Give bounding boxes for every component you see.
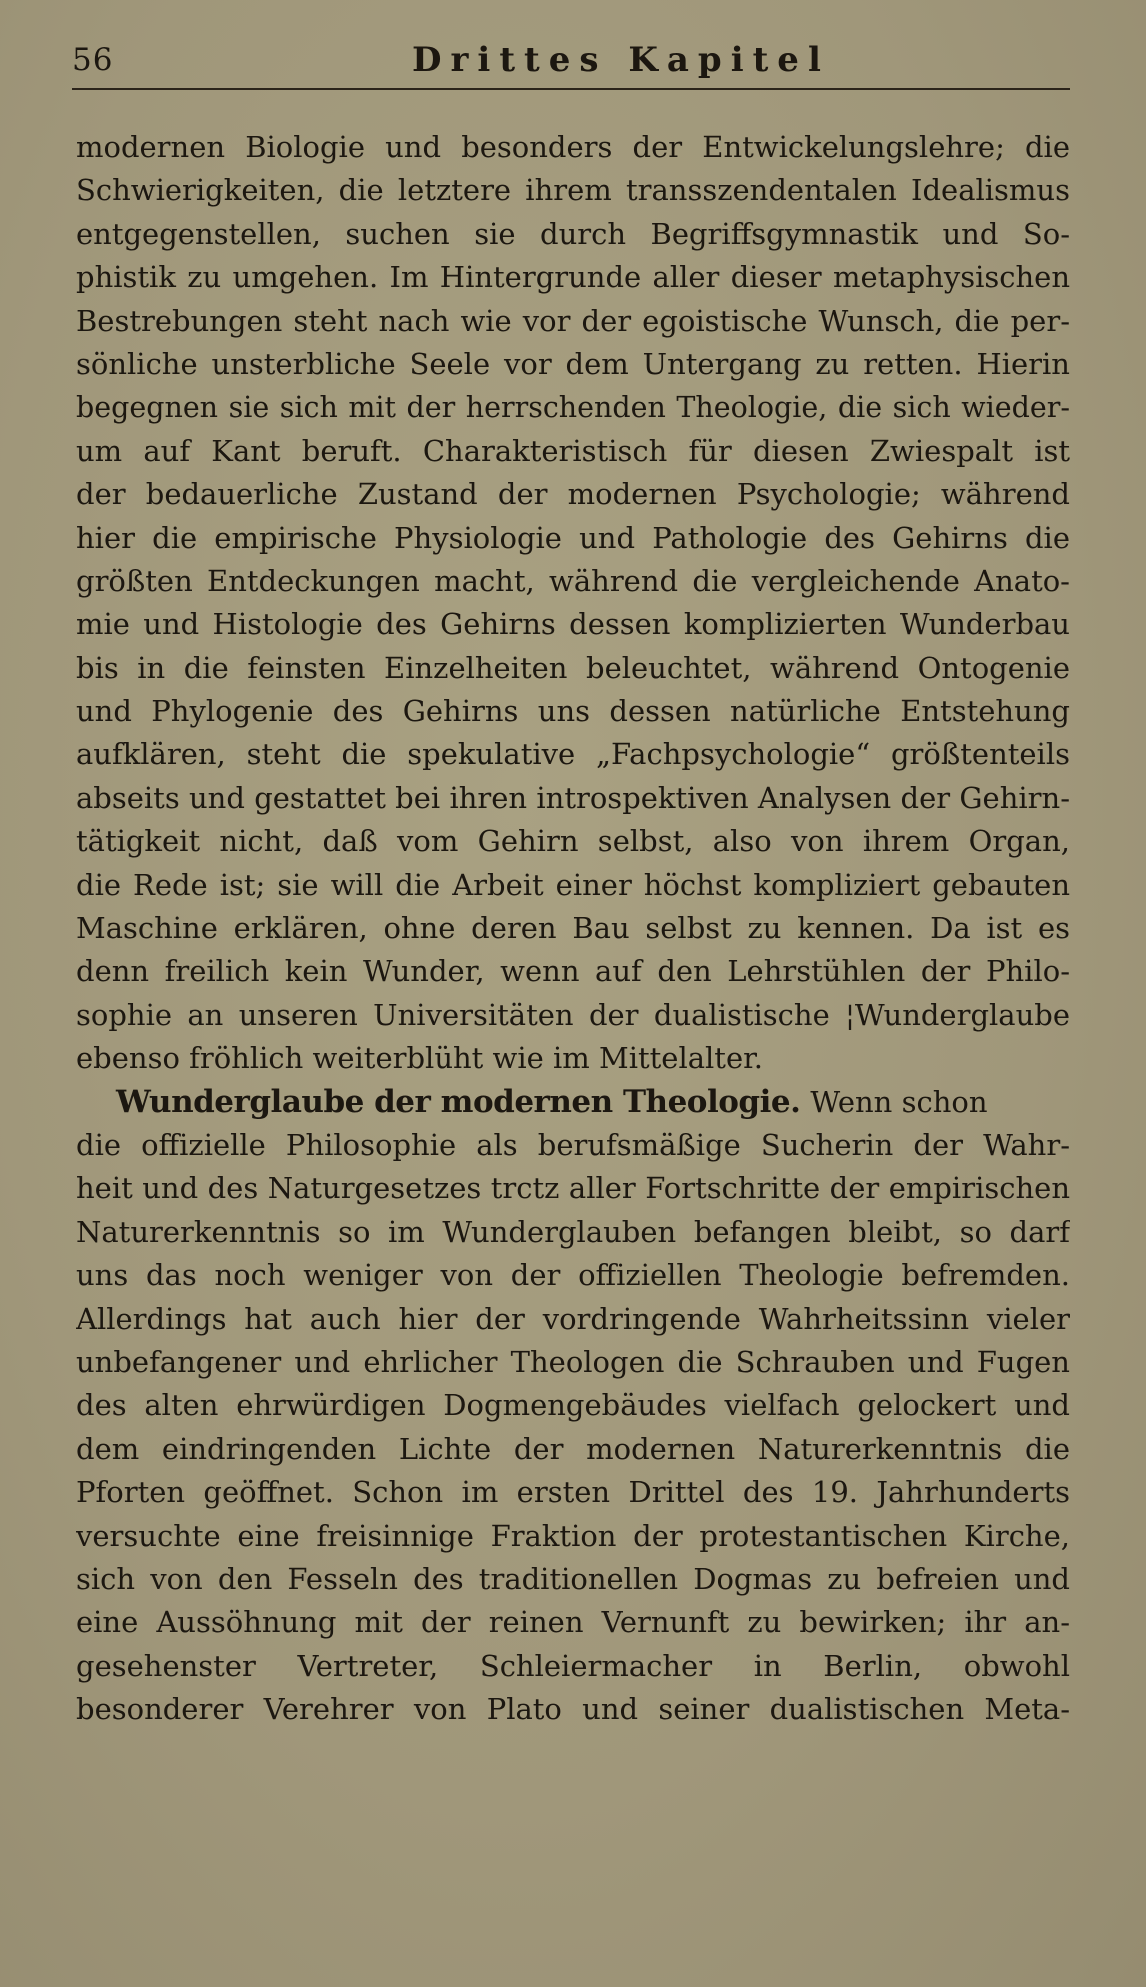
text-line: Allerdings hat auch hier der vordringende Wahrheitssinn vieler (76, 1301, 1070, 1336)
text-line: heit und des Naturgesetzes trctz aller Fortschritte der empirischen (76, 1171, 1070, 1206)
text-line: gesehenster Vertreter, Schleiermacher in Berlin, obwohl (76, 1648, 1070, 1683)
text-line: des alten ehrwürdigen Dogmengebäudes vielfach gelockert und (76, 1388, 1070, 1423)
text-line: Pforten geöffnet. Schon im ersten Drittel des 19. Jahrhunderts (76, 1475, 1070, 1510)
text-line: sich von den Fesseln des traditionellen Dogmas zu befreien und (76, 1561, 1070, 1596)
text-line: Bestrebungen steht nach wie vor der egoistische Wunsch, die per- (76, 303, 1070, 338)
paragraph-2 (76, 1081, 1070, 1732)
text-line: die offizielle Philosophie als berufsmäßige Sucherin der Wahr- (76, 1127, 1070, 1162)
text-line: denn freilich kein Wunder, wenn auf den Lehrstühlen der Philo- (76, 954, 1070, 989)
text-line: Naturerkenntnis so im Wunderglauben befangen bleibt, so darf (76, 1214, 1070, 1249)
text-line: dem eindringenden Lichte der modernen Naturerkenntnis die (76, 1431, 1070, 1466)
text-line: tätigkeit nicht, daß vom Gehirn selbst, also von ihrem Organ, (76, 824, 1070, 859)
text-line: unbefangener und ehrlicher Theologen die Schrauben und Fugen (76, 1344, 1070, 1379)
paragraph-heading-line (76, 1081, 1070, 1124)
paragraph-1 (76, 126, 1070, 1081)
text-line: uns das noch weniger von der offiziellen Theologie befremden. (76, 1258, 1070, 1293)
text-line: um auf Kant beruft. Charakteristisch für diesen Zwiespalt ist (76, 433, 1070, 468)
text-line: sönliche unsterbliche Seele vor dem Untergang zu retten. Hierin (76, 346, 1070, 381)
text-line: abseits und gestattet bei ihren introspektiven Analysen der Gehirn- (76, 780, 1070, 815)
text-line: und Phylogenie des Gehirns uns dessen natürliche Entstehung (76, 694, 1070, 729)
text-line: bis in die feinsten Einzelheiten beleuchtet, während Ontogenie (76, 650, 1070, 685)
text-line: ebenso fröhlich weiterblüht wie im Mittelalter. (76, 1041, 764, 1076)
text-line: aufklären, steht die spekulative „Fachpsychologie“ größtenteils (76, 737, 1070, 772)
text-line: mie und Histologie des Gehirns dessen komplizierten Wunderbau (76, 607, 1070, 642)
page-number: 56 (72, 42, 114, 78)
text-line: größten Entdeckungen macht, während die vergleichende Anato- (76, 563, 1070, 598)
text-line: phistik zu umgehen. Im Hintergrunde aller dieser metaphysischen (76, 260, 1070, 295)
text-line: besonderer Verehrer von Plato und seiner dualistischen Meta- (76, 1692, 1070, 1727)
text-line: sophie an unseren Universitäten der dualistische ¦Wunderglaube (76, 997, 1070, 1032)
section-subheading: Wunderglaube der modernen Theologie. (116, 1083, 801, 1120)
text-line: versuchte eine freisinnige Fraktion der protestantischen Kirche, (76, 1518, 1070, 1553)
running-title: Drittes Kapitel (412, 40, 830, 80)
text-line: modernen Biologie und besonders der Entwickelungslehre; die (76, 130, 1070, 164)
header-rule (72, 88, 1070, 90)
text-line: hier die empirische Physiologie und Pathologie des Gehirns die (76, 520, 1070, 555)
body-text (76, 126, 1070, 1731)
page-header (72, 38, 1070, 90)
text-line: begegnen sie sich mit der herrschenden Theologie, die sich wieder- (76, 391, 1070, 425)
text-line: der bedauerliche Zustand der modernen Psychologie; während (76, 477, 1070, 512)
text-line: eine Aussöhnung mit der reinen Vernunft zu bewirken; ihr an- (76, 1605, 1070, 1640)
text-line: entgegenstellen, suchen sie durch Begriffsgymnastik und So- (76, 216, 1070, 251)
text-line-start: Wenn schon (810, 1084, 988, 1119)
text-line: die Rede ist; sie will die Arbeit einer höchst kompliziert gebauten (76, 867, 1070, 902)
text-line: Maschine erklären, ohne deren Bau selbst zu kennen. Da ist es (76, 911, 1070, 946)
text-line: Schwierigkeiten, die letztere ihrem transszendentalen Idealismus (76, 173, 1070, 208)
